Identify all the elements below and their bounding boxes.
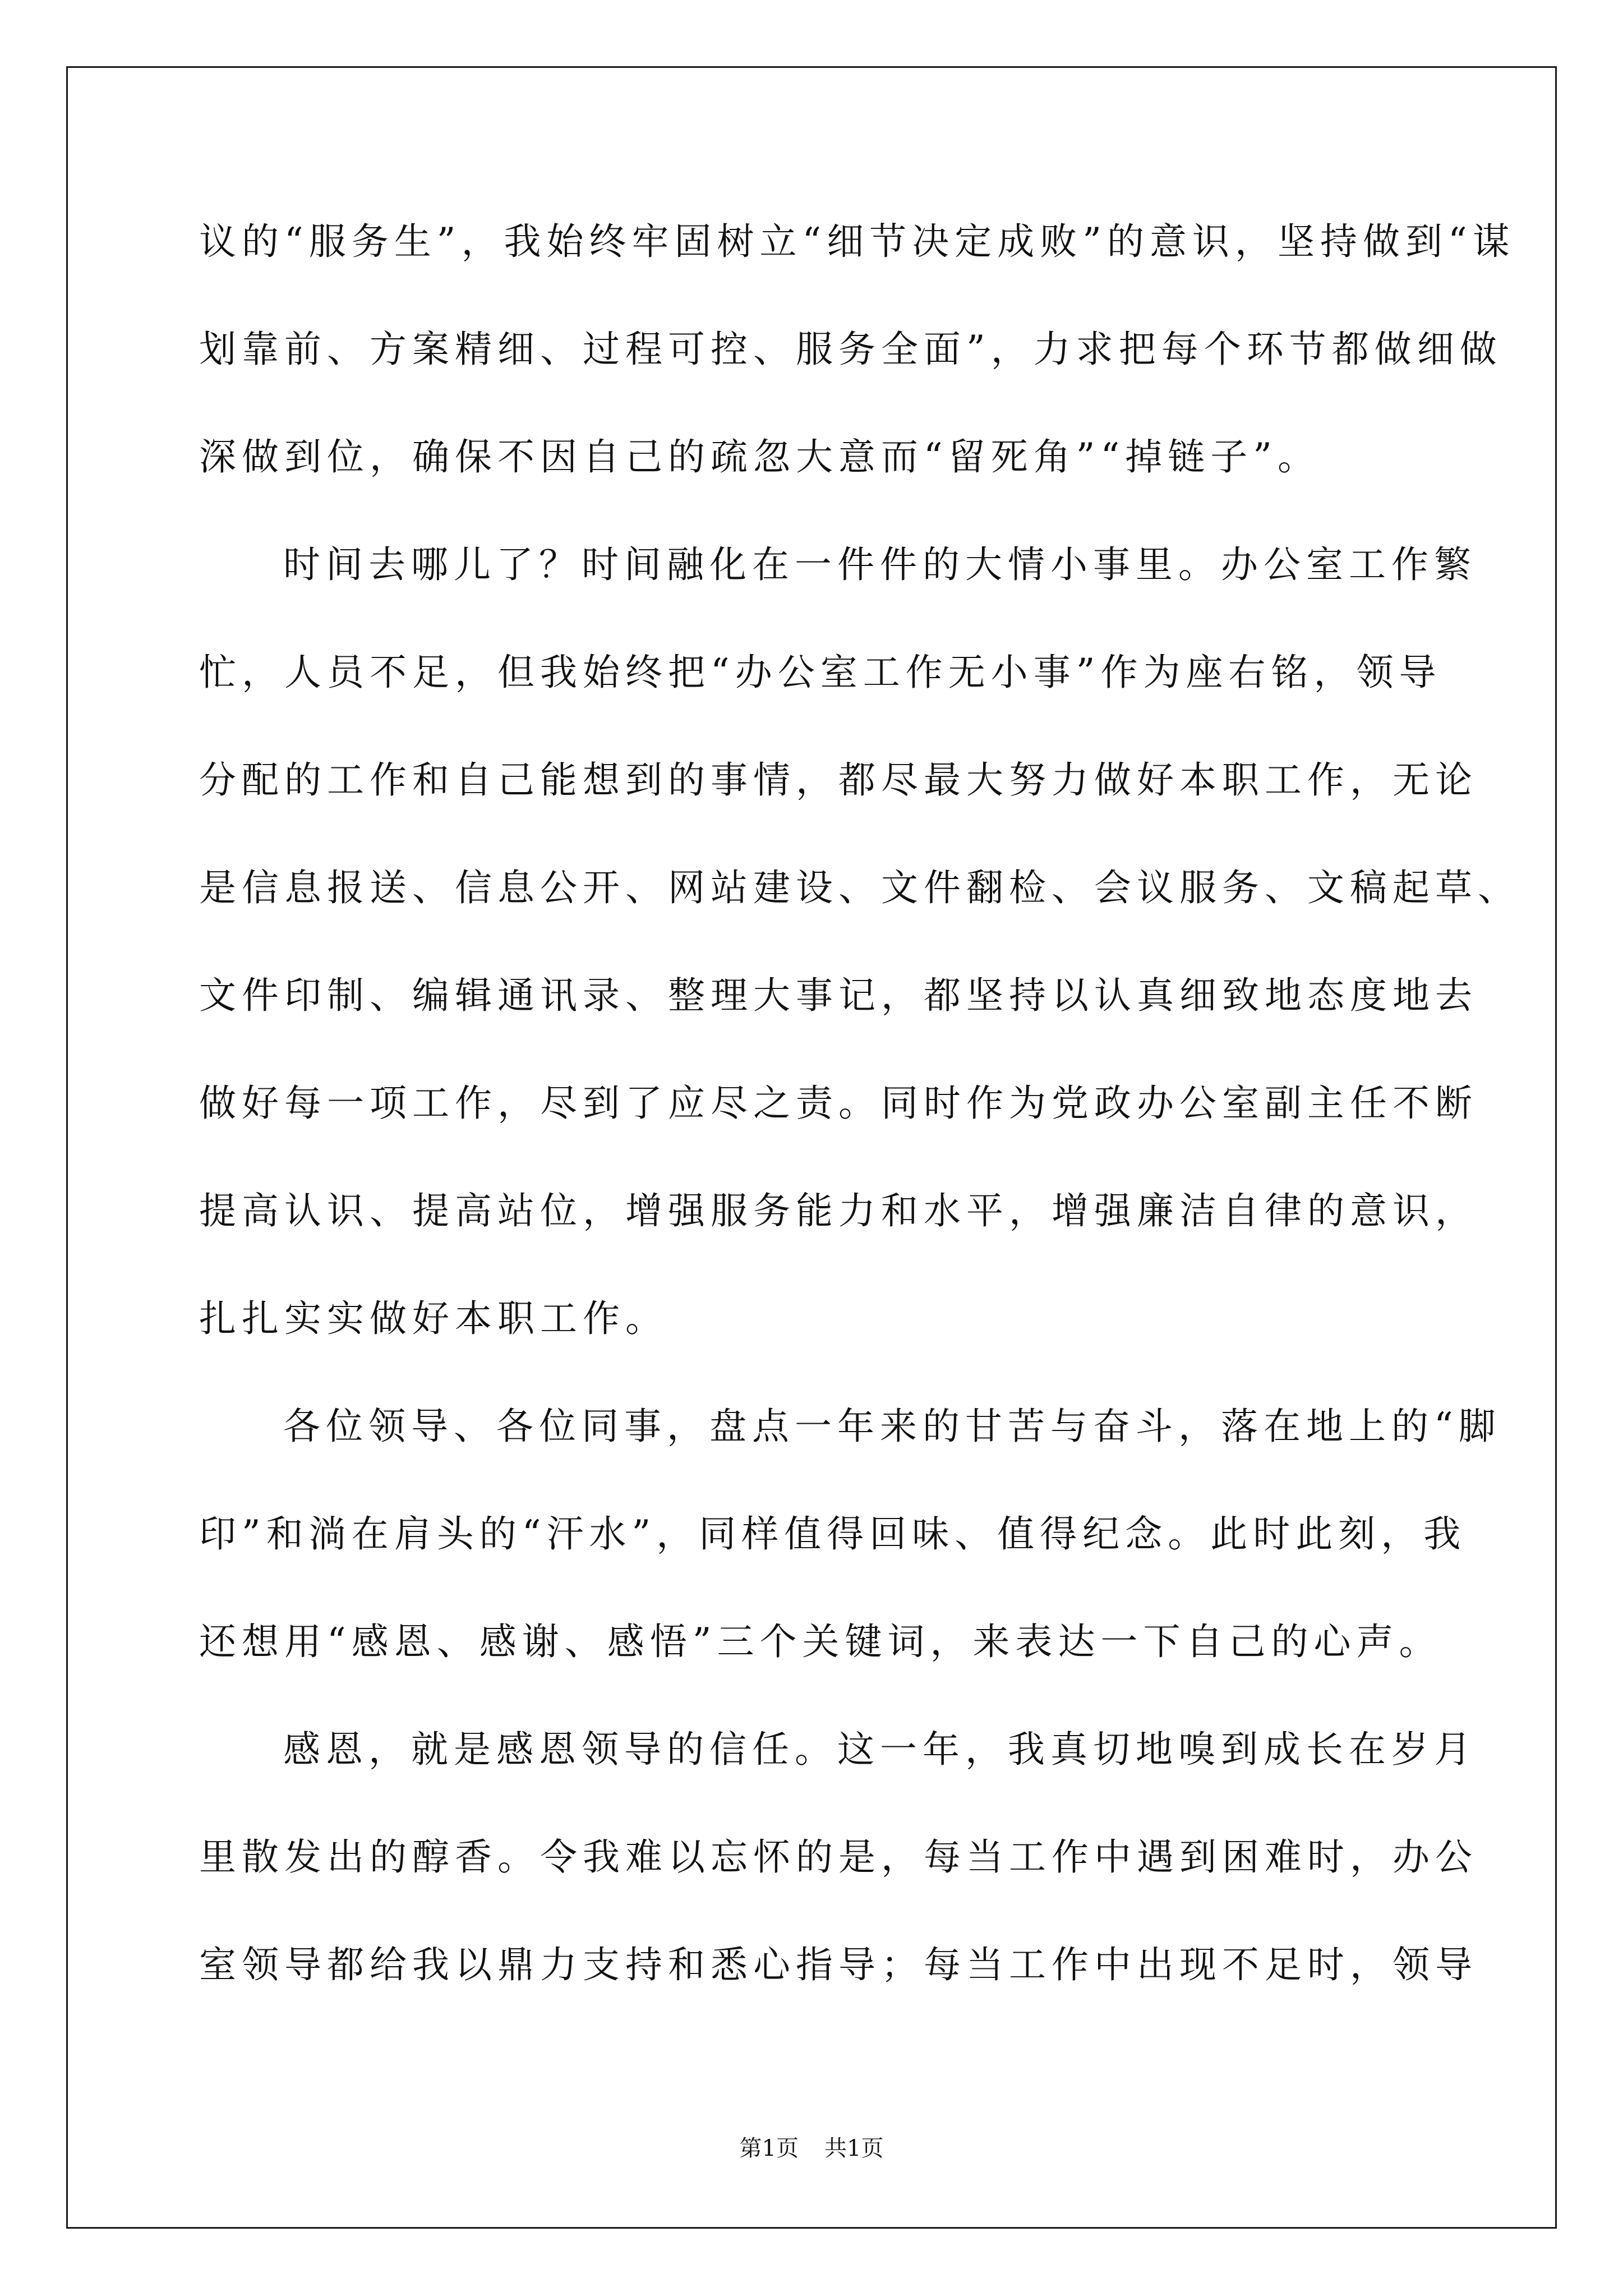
text-line: 室领导都给我以鼎力支持和悉心指导；每当工作中出现不足时，领导 [199, 1943, 1478, 1986]
text-line: 做好每一项工作，尽到了应尽之责。同时作为党政办公室副主任不断 [199, 1082, 1478, 1125]
text-line: 议的“服务生”，我始终牢固树立“细节决定成败”的意识，坚持做到“谋 [199, 220, 1515, 263]
text-line: 感恩，就是感恩领导的信任。这一年，我真切地嗅到成长在岁月 [283, 1728, 1477, 1771]
text-line: 提高认识、提高站位，增强服务能力和水平，增强廉洁自律的意识， [199, 1189, 1478, 1232]
page-footer [0, 2131, 1623, 2162]
text-line: 是信息报送、信息公开、网站建设、文件翻检、会议服务、文稿起草、 [199, 866, 1520, 909]
text-line: 深做到位，确保不因自己的疏忽大意而“留死角”“掉链子”。 [199, 435, 1320, 478]
text-line: 各位领导、各位同事，盘点一年来的甘苦与奋斗，落在地上的“脚 [283, 1405, 1501, 1448]
page-total: 共1页 [824, 2136, 884, 2161]
text-line: 印”和淌在肩头的“汗水”，同样值得回味、值得纪念。此时此刻，我 [199, 1512, 1467, 1556]
text-line: 里散发出的醇香。令我难以忘怀的是，每当工作中遇到困难时，办公 [199, 1835, 1478, 1879]
text-line: 时间去哪儿了？时间融化在一件件的大情小事里。办公室工作繁 [283, 543, 1477, 586]
page-border [66, 66, 1557, 2229]
text-line: 扎扎实实做好本职工作。 [199, 1297, 668, 1340]
text-line: 划靠前、方案精细、过程可控、服务全面”，力求把每个环节都做细做 [199, 328, 1502, 371]
text-line: 还想用“感恩、感谢、感悟”三个关键词，来表达一下自己的心声。 [199, 1620, 1442, 1663]
text-line: 忙，人员不足，但我始终把“办公室工作无小事”作为座右铭，领导 [199, 651, 1442, 694]
page-number: 第1页 [739, 2136, 799, 2161]
text-line: 文件印制、编辑通讯录、整理大事记，都坚持以认真细致地态度地去 [199, 974, 1478, 1017]
text-line: 分配的工作和自己能想到的事情，都尽最大努力做好本职工作，无论 [199, 758, 1478, 802]
